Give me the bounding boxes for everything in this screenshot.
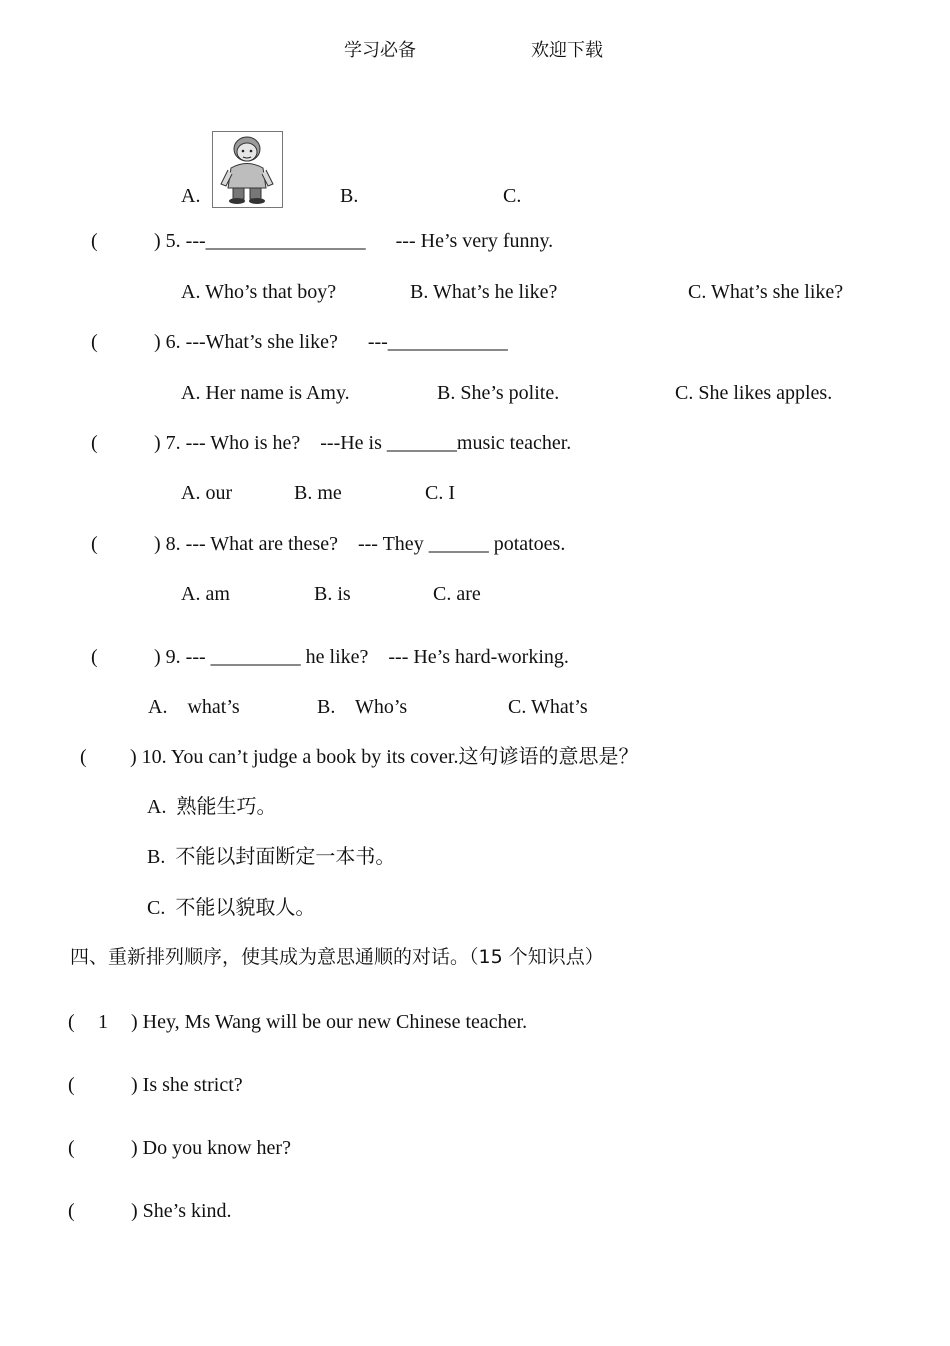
q7-option-c: C. I (425, 482, 455, 504)
header-right: 欢迎下载 (531, 40, 603, 61)
q6-option-c: C. She likes apples. (675, 382, 833, 404)
q10-option-a: A. 熟能生巧。 (147, 796, 277, 818)
q8-paren: ( (91, 533, 98, 555)
q5-stem: ) 5. ---________________ --- He’s very funny. (154, 230, 554, 252)
q6-paren: ( (91, 331, 98, 353)
q6-option-a: A. Her name is Amy. (181, 382, 350, 404)
order-item-text: ) Hey, Ms Wang will be our new Chinese teacher. (131, 1011, 528, 1033)
section4-title: 四、重新排列顺序，使其成为意思通顺的对话。（15 个知识点） (70, 946, 604, 968)
q7-paren: ( (91, 432, 98, 454)
q10-paren: ( (80, 746, 87, 768)
q9-paren: ( (91, 646, 98, 668)
q5-option-c: C. What’s she like? (688, 281, 844, 303)
q5-paren: ( (91, 230, 98, 252)
q8-option-b: B. is (314, 583, 351, 605)
q10-option-b: B. 不能以封面断定一本书。 (147, 846, 396, 868)
q7-option-b: B. me (294, 482, 342, 504)
q10-option-c: C. 不能以貌取人。 (147, 897, 316, 919)
q9-option-a: A. what’s (148, 696, 240, 718)
order-item-paren: ( (68, 1011, 75, 1033)
q8-option-a: A. am (181, 583, 230, 605)
order-item-text: ) Do you know her? (131, 1137, 291, 1159)
order-item-paren: ( (68, 1200, 75, 1222)
order-item-paren: ( (68, 1137, 75, 1159)
q9-option-b: B. Who’s (317, 696, 408, 718)
q6-stem: ) 6. ---What’s she like? ---____________ (154, 331, 508, 353)
q7-stem: ) 7. --- Who is he? ---He is _______music teacher. (154, 432, 572, 454)
q8-stem: ) 8. --- What are these? --- They ______ potatoes. (154, 533, 566, 555)
picture-option-a: A. (181, 185, 201, 207)
q5-option-b: B. What’s he like? (410, 281, 558, 303)
q8-option-c: C. are (433, 583, 481, 605)
picture-option-c: C. (503, 185, 522, 207)
q6-option-b: B. She’s polite. (437, 382, 560, 404)
order-item-answer: 1 (98, 1011, 108, 1033)
q9-option-c: C. What’s (508, 696, 588, 718)
order-item-paren: ( (68, 1074, 75, 1096)
q9-stem: ) 9. --- _________ he like? --- He’s hard-working. (154, 646, 569, 668)
q10-stem: ) 10. You can’t judge a book by its cover.这句谚语的意思是？ (130, 746, 639, 768)
header-left: 学习必备 (344, 40, 416, 61)
picture-option-b: B. (340, 185, 359, 207)
q7-option-a: A. our (181, 482, 233, 504)
order-item-text: ) Is she strict? (131, 1074, 243, 1096)
boy-figure-icon (212, 131, 283, 208)
q5-option-a: A. Who’s that boy? (181, 281, 337, 303)
order-item-text: ) She’s kind. (131, 1200, 232, 1222)
